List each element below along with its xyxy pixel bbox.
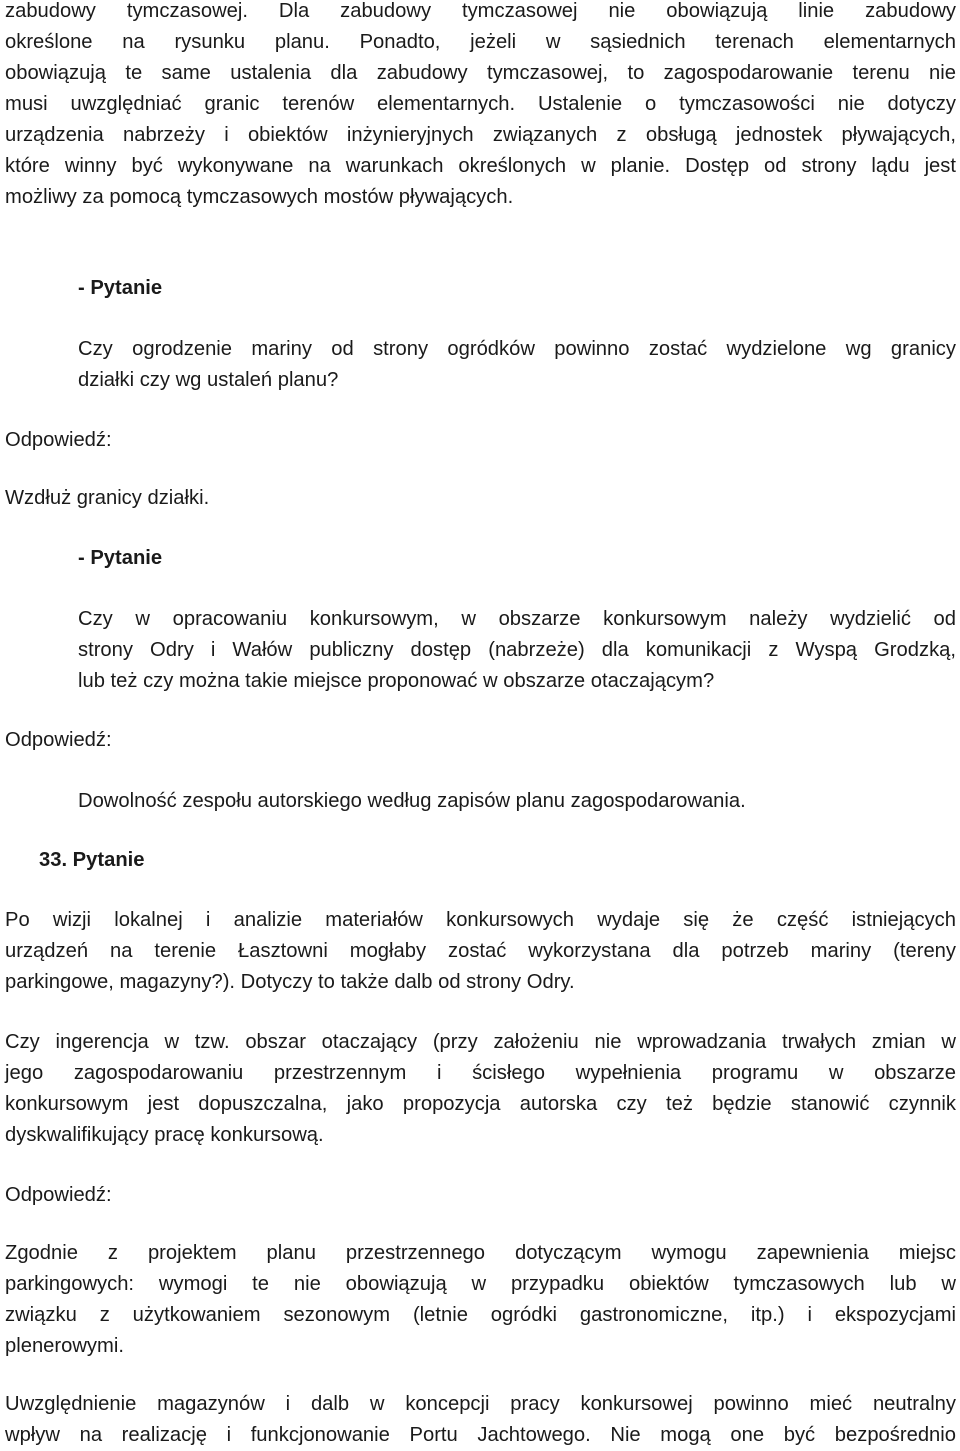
answer-line: związku z użytkowaniem sezonowym (letnie ogródki gastronomiczne, itp.) i ekspozycjami: [5, 1304, 956, 1326]
answer-label: Odpowiedź:: [5, 1184, 112, 1206]
question-paragraph: [5, 1027, 956, 1151]
question-line: Czy w opracowaniu konkursowym, w obszarze konkursowym należy wydzielić od: [78, 608, 956, 630]
question-line: Czy ingerencja w tzw. obszar otaczający (przy założeniu nie wprowadzania trwałych zmian w: [5, 1031, 956, 1053]
answer-label: Odpowiedź:: [5, 729, 112, 751]
question-line: działki czy wg ustaleń planu?: [78, 369, 339, 391]
question-line: dyskwalifikujący pracę konkursową.: [5, 1124, 324, 1146]
intro-line: urządzenia nabrzeży i obiektów inżynieryjnych związanych z obsługą jednostek pływających,: [5, 124, 956, 146]
answer-paragraph: [5, 1238, 956, 1362]
intro-line: musi uwzględniać granic terenów elementarnych. Ustalenie o tymczasowości nie dotyczy: [5, 93, 956, 115]
question-line: parkingowe, magazyny?). Dotyczy to także dalb od strony Odry.: [5, 971, 575, 993]
intro-line: możliwy za pomocą tymczasowych mostów pływających.: [5, 186, 514, 208]
question-line: jego zagospodarowaniu przestrzennym i ścisłego wypełnienia programu w obszarze: [5, 1062, 956, 1084]
question-paragraph: [5, 905, 956, 998]
answer-text: Wzdłuż granicy działki.: [5, 487, 210, 509]
question-line: Po wizji lokalnej i analizie materiałów konkursowych wydaje się że część istniejących: [5, 909, 956, 931]
answer-line: Uwzględnienie magazynów i dalb w koncepcji pracy konkursowej powinno mieć neutralny: [5, 1393, 956, 1415]
intro-line: zabudowy tymczasowej. Dla zabudowy tymczasowej nie obowiązują linie zabudowy: [5, 0, 956, 22]
question-heading: 33. Pytanie: [39, 849, 145, 871]
intro-line: które winny być wykonywane na warunkach określonych w planie. Dostęp od strony lądu jest: [5, 155, 956, 177]
answer-line: wpływ na realizację i funkcjonowanie Portu Jachtowego. Nie mogą one być bezpośrednio: [5, 1424, 956, 1446]
answer-line: plenerowymi.: [5, 1335, 124, 1357]
answer-text: Dowolność zespołu autorskiego według zapisów planu zagospodarowania.: [78, 790, 746, 812]
question-line: urządzeń na terenie Łasztowni mogłaby zostać wykorzystana dla potrzeb mariny (tereny: [5, 940, 956, 962]
intro-line: określone na rysunku planu. Ponadto, jeżeli w sąsiednich terenach elementarnych: [5, 31, 956, 53]
answer-label: Odpowiedź:: [5, 429, 112, 451]
question-heading: - Pytanie: [78, 547, 163, 569]
intro-paragraph: [5, 0, 956, 213]
question-text: [78, 334, 956, 396]
answer-line: parkingowych: wymogi te nie obowiązują w przypadku obiektów tymczasowych lub w: [5, 1273, 956, 1295]
question-line: strony Odry i Wałów publiczny dostęp (nabrzeże) dla komunikacji z Wyspą Grodzką,: [78, 639, 956, 661]
question-heading: - Pytanie: [78, 277, 163, 299]
question-line: konkursowym jest dopuszczalna, jako propozycja autorska czy też będzie stanowić czynnik: [5, 1093, 956, 1115]
answer-line: Zgodnie z projektem planu przestrzennego dotyczącym wymogu zapewnienia miejsc: [5, 1242, 956, 1264]
question-line: Czy ogrodzenie mariny od strony ogródków powinno zostać wydzielone wg granicy: [78, 338, 956, 360]
question-line: lub też czy można takie miejsce proponować w obszarze otaczającym?: [78, 670, 715, 692]
intro-line: obowiązują te same ustalenia dla zabudowy tymczasowej, to zagospodarowanie terenu nie: [5, 62, 956, 84]
question-text: [78, 604, 956, 697]
answer-paragraph: [5, 1389, 956, 1451]
